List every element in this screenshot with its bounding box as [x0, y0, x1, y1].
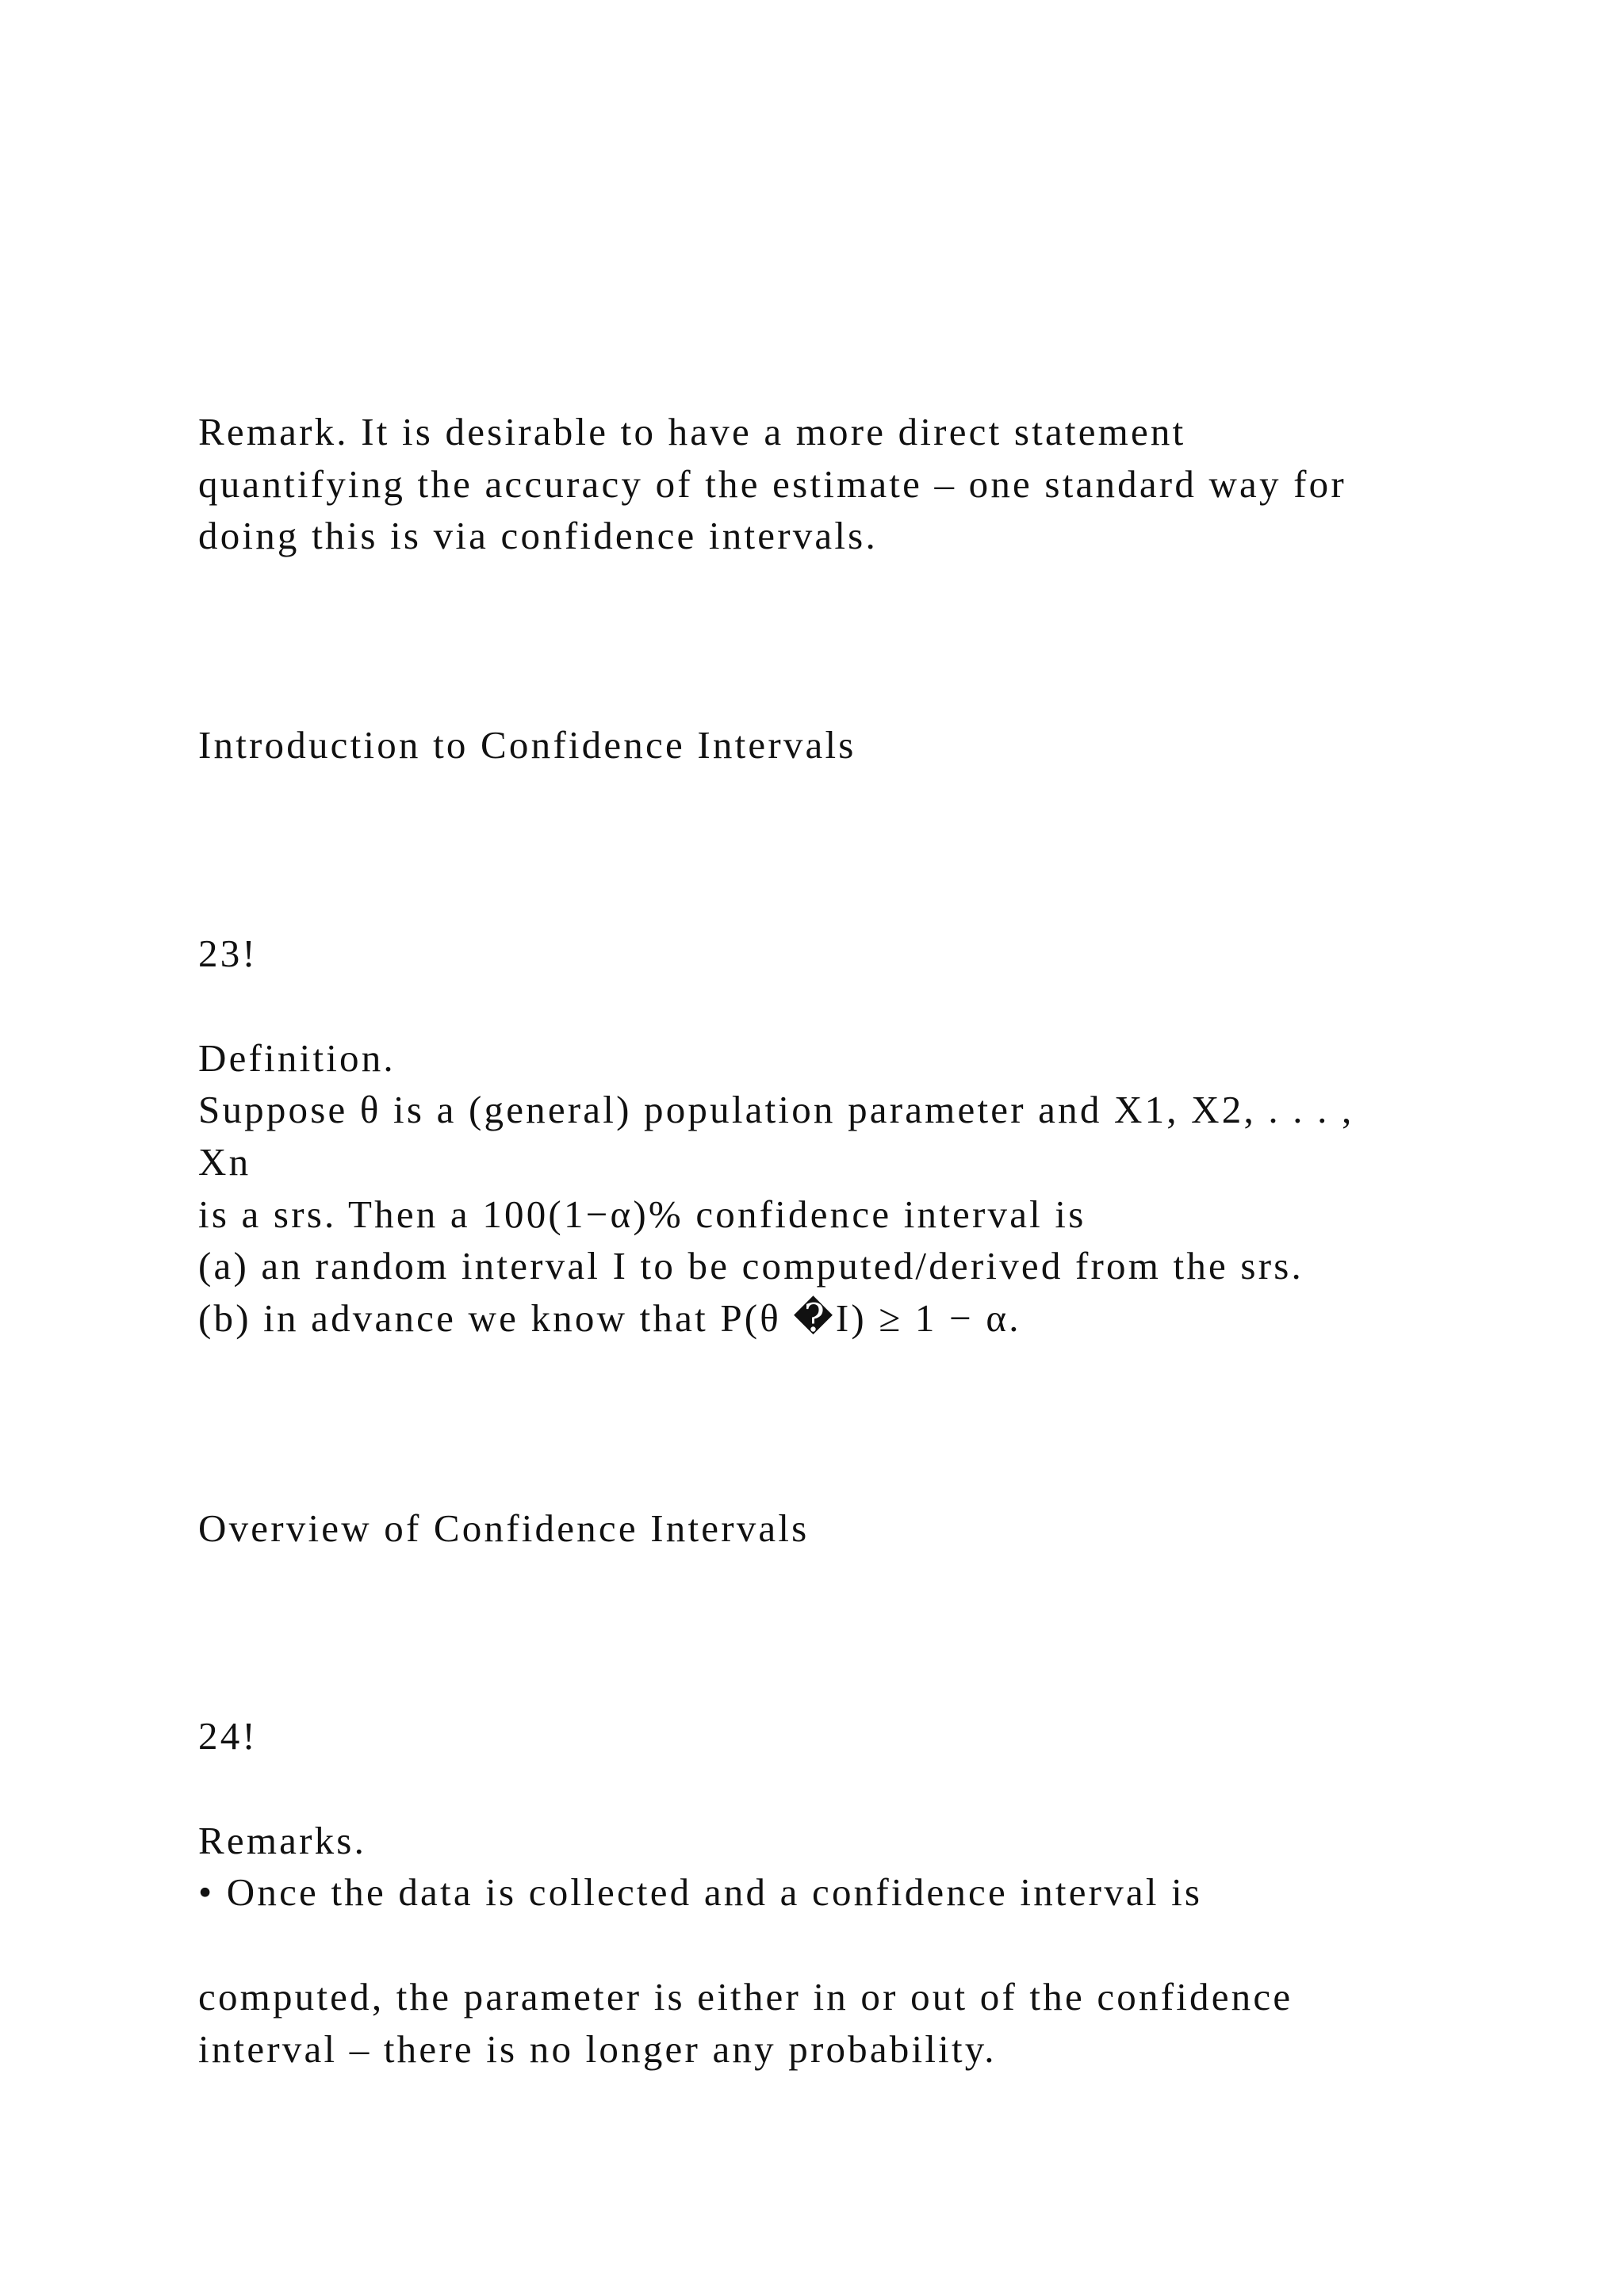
definition-line-2: Suppose θ is a (general) population parameter and X1, X2, . . . ,: [198, 1088, 1354, 1131]
remarks-bullet-line: • Once the data is collected and a confidence interval is: [198, 1870, 1203, 1914]
remark-line-1: Remark. It is desirable to have a more direct statement: [198, 410, 1186, 453]
remarks-line-3: computed, the parameter is either in or out of the confidence: [198, 1975, 1293, 2019]
slide-number-23: 23!: [198, 932, 258, 975]
remark-line-3: doing this is via confidence intervals.: [198, 514, 878, 557]
definition-line-5: (a) an random interval I to be computed/derived from the srs.: [198, 1244, 1304, 1288]
remark-line-2: quantifying the accuracy of the estimate – one standard way for: [198, 462, 1346, 506]
remarks-line-4: interval – there is no longer any probability.: [198, 2027, 997, 2071]
remarks-title: Remarks.: [198, 1819, 367, 1862]
slide-number-24: 24!: [198, 1714, 258, 1758]
definition-line-4: is a srs. Then a 100(1−α)% confidence interval is: [198, 1192, 1086, 1236]
definition-line-6: (b) in advance we know that P(θ �I) ≥ 1 − α.: [198, 1296, 1021, 1340]
section-heading-introduction: Introduction to Confidence Intervals: [198, 723, 856, 767]
definition-title: Definition.: [198, 1036, 396, 1080]
definition-line-3: Xn: [198, 1140, 251, 1184]
section-heading-overview: Overview of Confidence Intervals: [198, 1506, 810, 1550]
